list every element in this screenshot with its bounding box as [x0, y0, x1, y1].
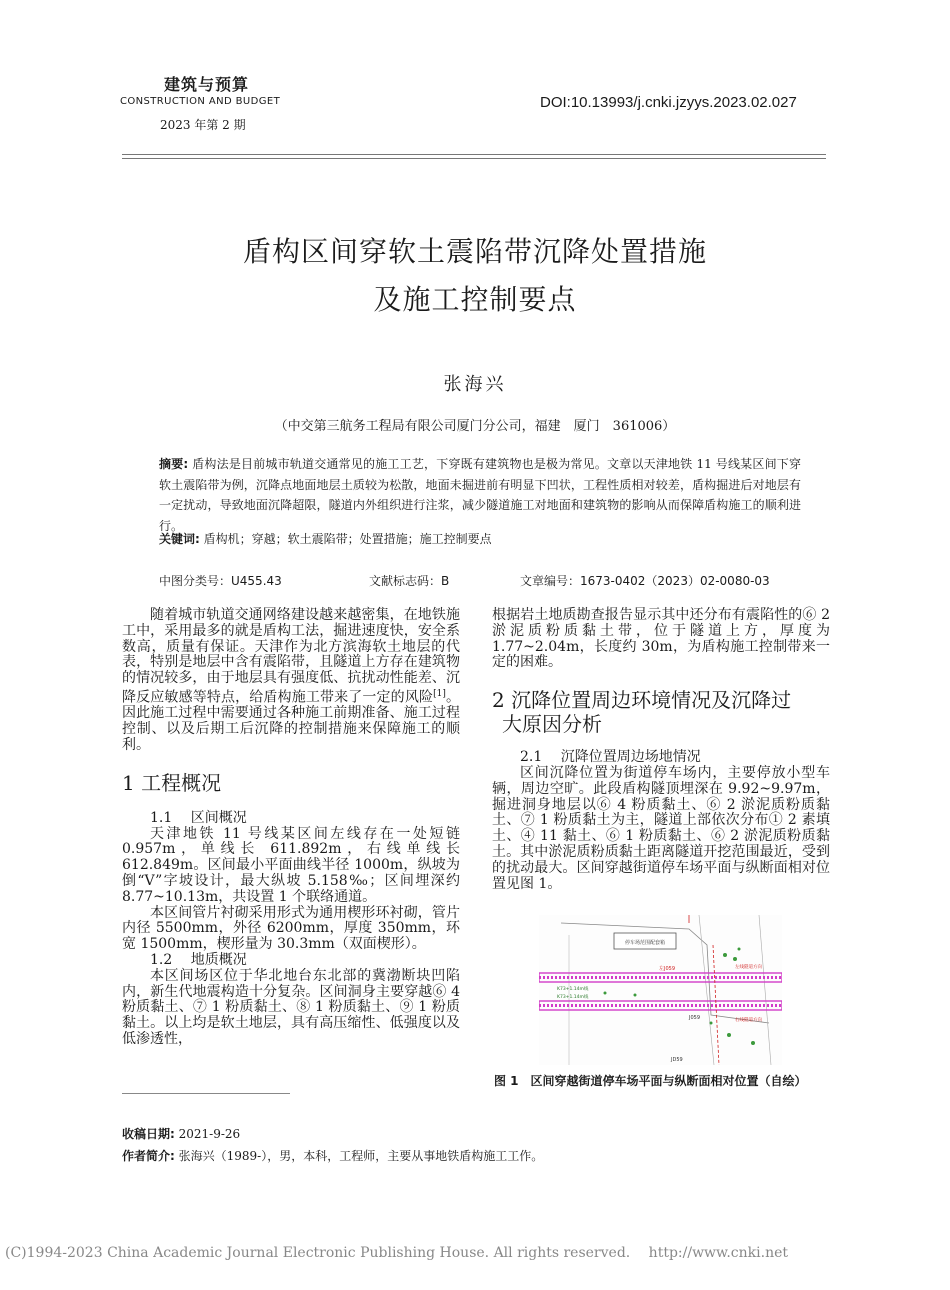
direction-label-top: 左线隧道方向	[735, 965, 762, 970]
author-bio-label: 作者简介:	[122, 1149, 175, 1163]
subsection-heading-1-2: 1.2 地质概况	[150, 952, 247, 968]
keywords-label: 关键词:	[159, 532, 200, 546]
journal-name: 建筑与预算	[164, 75, 250, 94]
clc-number: 中图分类号：U455.43	[159, 574, 282, 588]
paragraph-1-1-b: 本区间管片衬砌采用形式为通用楔形环衬砌，管片内径 5500mm，外径 6200mm，厚度 350mm，环宽 1500mm，楔形量为 30.3mm（双面楔形）。	[122, 904, 460, 953]
intro-text: 随着城市轨道交通网络建设越来越密集，在地铁施工中，采用最多的就是盾构工法，掘进速度快，安全系数高，质量有保证。天津作为北方滨海软土地层的代表，特别是地层中含有震陷带，且隧道上方存在建筑物的情况较多，由于地层具有强度低、抗扰动性能差、沉降反应敏感等特点，给盾构施工带来了一定的风险	[122, 607, 460, 706]
header-divider-2	[122, 158, 826, 159]
right-column	[492, 608, 830, 892]
chainage-label-2: K73+1.14m线	[557, 995, 589, 1000]
received-value: 2021-9-26	[178, 1127, 241, 1141]
author-bio-text: 张海兴（1989-），男，本科，工程师，主要从事地铁盾构施工工作。	[178, 1149, 544, 1163]
paragraph-continued: 根据岩土地质勘查报告显示其中还分布有震陷性的⑥ 2 淤泥质粉质黏土带，位于隧道上方，厚度为 1.77~2.04m，长度约 30m，为盾构施工控制带来一定的困难。	[492, 607, 830, 671]
issue-number: 2023 年第 2 期	[160, 118, 246, 132]
copyright-notice: (C)1994-2023 China Academic Journal Electronic Publishing House. All rights reserved. http://www.cnki.net	[5, 1245, 789, 1261]
author-name: 张海兴	[443, 374, 507, 395]
article-title	[0, 228, 950, 324]
paragraph-1-2: 本区间场区位于华北地台东北部的冀渤断块凹陷内，新生代地震构造十分复杂。区间洞身主要穿越⑥ 4 粉质黏土、⑦ 1 粉质黏土、⑧ 1 粉质黏土、⑨ 1 粉质黏土。以上均是软土地层，具有高压缩性、低强度以及低渗透性，	[122, 967, 460, 1047]
paragraph-2-1: 区间沉降位置为街道停车场内，主要停放小型车辆，周边空旷。此段盾构隧顶埋深在 9.92~9.97m，掘进洞身地层以⑥ 4 粉质黏土、⑥ 2 淤泥质粉质黏土、⑦ 1 粉质黏土为主，隧道上部依次分布① 2 素填土、④ 11 黏土、⑥ 1 粉质黏土、⑥ 2 淤泥质粉质黏土。其中淤泥质粉质黏土距离隧道开挖范围最近，受到的扰动最大。区间穿越街道停车场平面与纵断面相对位置见图 1。	[492, 764, 830, 892]
received-date	[122, 1125, 240, 1142]
figure-1-caption: 图 1 区间穿越街道停车场平面与纵断面相对位置（自绘）	[494, 1074, 807, 1088]
abstract	[159, 454, 801, 536]
direction-label-bottom: 右线隧道方向	[735, 1018, 762, 1023]
section-heading-2-line-1: 2 沉降位置周边环境情况及沉降过	[492, 688, 792, 713]
footnote-divider	[122, 1093, 290, 1094]
figure-1-site-plan	[539, 915, 782, 1065]
keywords	[159, 530, 801, 547]
section-heading-2-line-2: 大原因分析	[502, 712, 602, 737]
author-bio	[122, 1147, 543, 1164]
point-label-j: J059	[689, 1015, 701, 1021]
title-line-2: 及施工控制要点	[373, 283, 577, 316]
tunnel-label-left: 左J059	[659, 966, 676, 972]
doi[interactable]: DOI:10.13993/j.cnki.jzyys.2023.02.027	[540, 94, 797, 111]
abstract-text: 盾构法是目前城市轨道交通常见的施工工艺，下穿既有建筑物也是极为常见。文章以天津地铁 11 号线某区间下穿软土震陷带为例，沉降点地面地层土质较为松散，地面未掘进前有明显下凹状，工程性质相对较差，盾构掘进后对地层有一定扰动，导致地面沉降超限，隧道内外组织进行注浆，减少隧道施工对地面和建筑物的影响从而保障盾构施工的顺利进行。	[159, 457, 801, 533]
left-column	[122, 608, 460, 1048]
chainage-label-1: K73+1.14m线	[557, 987, 589, 992]
subsection-heading-1-1: 1.1 区间概况	[150, 809, 247, 826]
subsection-heading-2-1: 2.1 沉降位置周边场地情况	[520, 749, 701, 766]
figure-box-label: 停车场范围配套箱	[624, 940, 666, 946]
document-code: 文献标志码：B	[369, 574, 450, 588]
affiliation: （中交第三航务工程局有限公司厦门分公司，福建 厦门 361006）	[274, 419, 676, 434]
header-divider	[122, 154, 826, 155]
article-number: 文章编号：1673-0402（2023）02-0080-03	[520, 574, 770, 588]
section-heading-2	[492, 688, 830, 736]
journal-name-english: CONSTRUCTION AND BUDGET	[120, 96, 281, 107]
point-label-jd: JD59	[671, 1057, 683, 1063]
title-line-1: 盾构区间穿软土震陷带沉降处置措施	[242, 235, 707, 268]
received-label: 收稿日期:	[122, 1127, 175, 1141]
paragraph-1-1-a: 天津地铁 11 号线某区间左线存在一处短链 0.957m，单线长 611.892m，右线单线长 612.849m。区间最小平面曲线半径 1000m，纵坡为倒“V”字坡设计，最大纵坡 5.158‰；区间埋深约 8.77~10.13m，共设置 1 个联络通道。	[122, 825, 460, 905]
intro-paragraph	[122, 608, 460, 754]
section-heading-1: 1 工程概况	[122, 770, 222, 795]
abstract-label: 摘要:	[159, 457, 189, 471]
intro-reference[interactable]: [1]	[433, 688, 446, 699]
intro-tail: 。因此施工过程中需要通过各种施工前期准备、施工过程控制、以及后期工后沉降的控制措施来保障施工的顺利。	[122, 689, 461, 754]
keywords-text: 盾构机；穿越；软土震陷带；处置措施；施工控制要点	[203, 532, 492, 546]
